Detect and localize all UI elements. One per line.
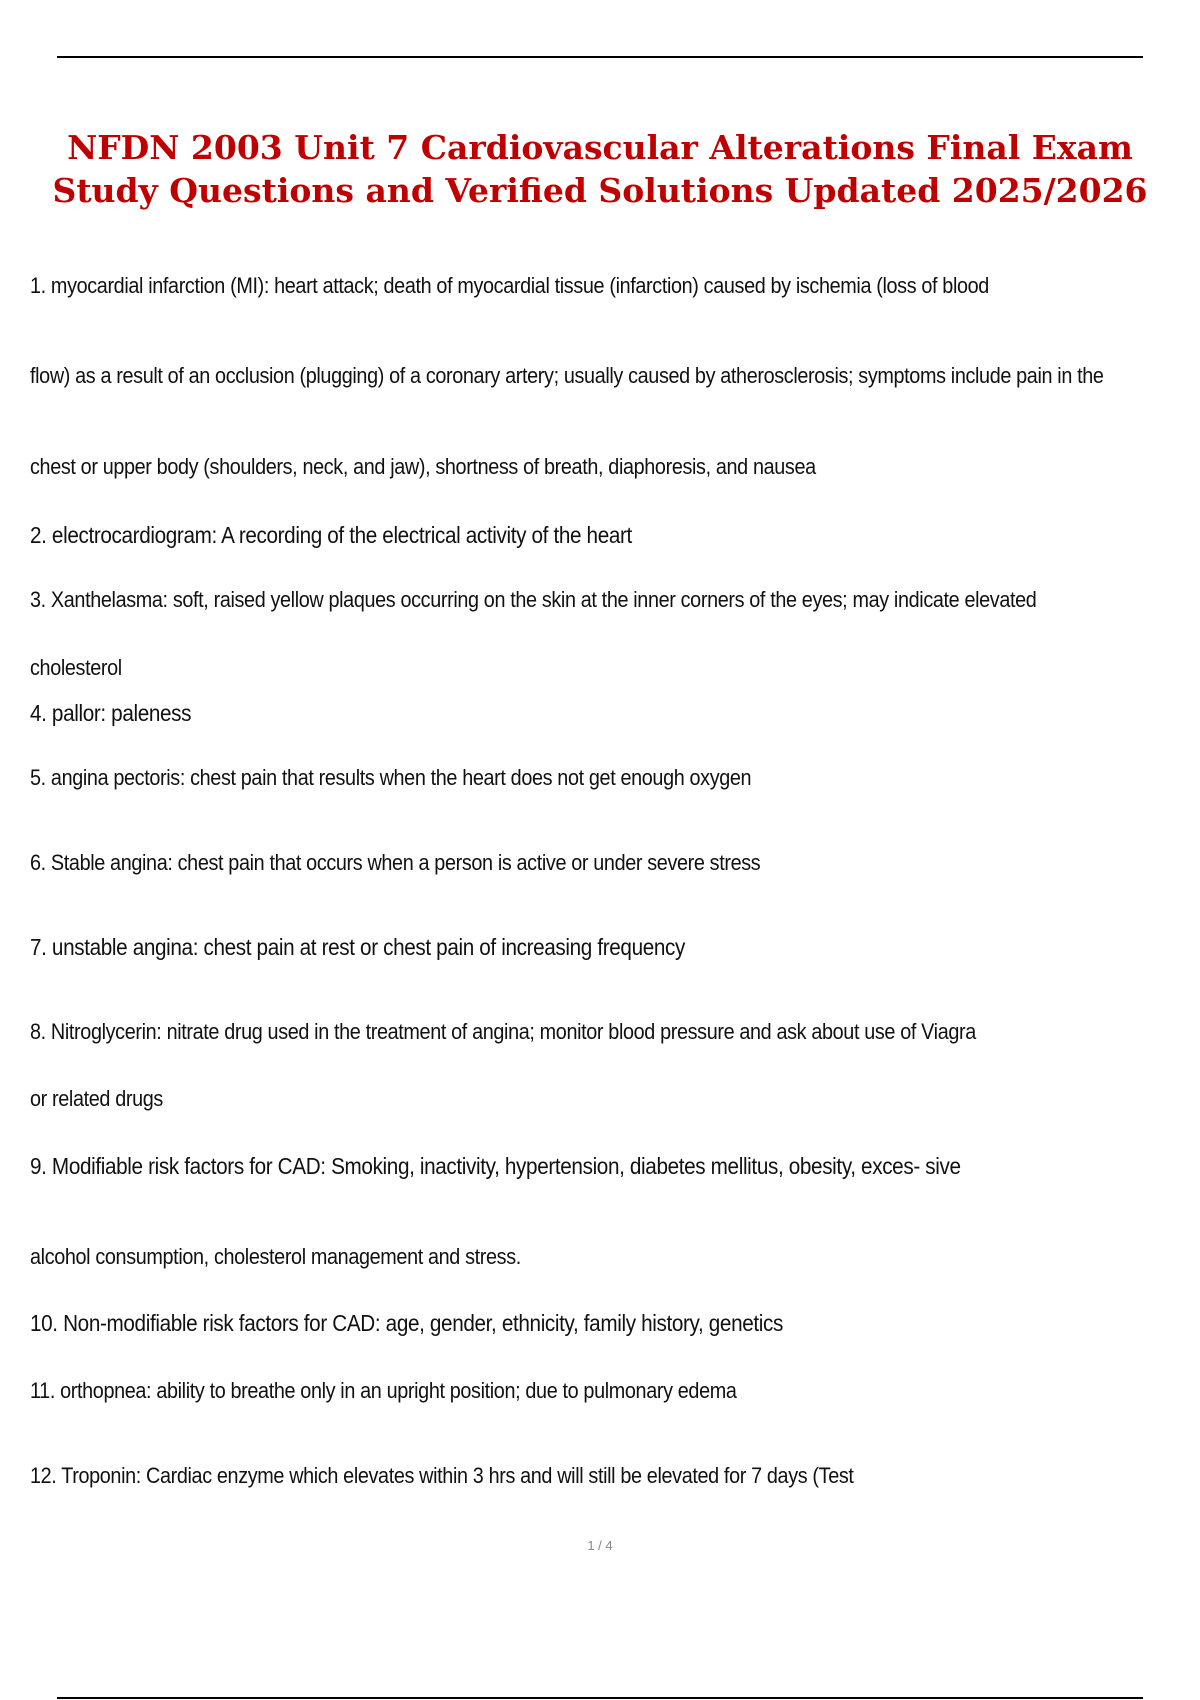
entry-6-line-1: 6. Stable angina: chest pain that occurs when a person is active or under severe stress <box>30 850 761 875</box>
entry-9-line-1: 9. Modifiable risk factors for CAD: Smoking, inactivity, hypertension, diabetes mellitus, obesity, exces- sive <box>30 1153 961 1179</box>
document-title: NFDN 2003 Unit 7 Cardiovascular Alterations Final Exam Study Questions and Verified Solutions Updated 2025/2026 <box>52 128 1148 210</box>
entry-10-line-1: 10. Non-modifiable risk factors for CAD: age, gender, ethnicity, family history, genetics <box>30 1310 783 1336</box>
entry-8-line-1: 8. Nitroglycerin: nitrate drug used in the treatment of angina; monitor blood pressure and ask about use of Viagra <box>30 1019 976 1044</box>
entry-2-line-1: 2. electrocardiogram: A recording of the electrical activity of the heart <box>30 522 632 548</box>
entry-3-line-2: cholesterol <box>30 655 122 680</box>
entry-1-line-3: chest or upper body (shoulders, neck, and jaw), shortness of breath, diaphoresis, and nausea <box>30 454 816 479</box>
entry-1-line-2: flow) as a result of an occlusion (plugging) of a coronary artery; usually caused by atherosclerosis; symptoms include pain in the <box>30 363 1104 388</box>
entry-5-line-1: 5. angina pectoris: chest pain that results when the heart does not get enough oxygen <box>30 765 752 790</box>
entry-1-line-1: 1. myocardial infarction (MI): heart attack; death of myocardial tissue (infarction) caused by ischemia (loss of blood <box>30 273 989 298</box>
bottom-rule <box>57 1697 1143 1699</box>
entry-4-line-1: 4. pallor: paleness <box>30 700 192 726</box>
entry-11-line-1: 11. orthopnea: ability to breathe only in an upright position; due to pulmonary edema <box>30 1378 737 1403</box>
entry-12-line-1: 12. Troponin: Cardiac enzyme which elevates within 3 hrs and will still be elevated for 7 days (Test <box>30 1463 854 1488</box>
page-number: 1 / 4 <box>587 1538 613 1553</box>
entry-8-line-2: or related drugs <box>30 1086 163 1111</box>
entry-3-line-1: 3. Xanthelasma: soft, raised yellow plaques occurring on the skin at the inner corners of the eyes; may indicate elevated <box>30 587 1037 612</box>
entry-9-line-2: alcohol consumption, cholesterol management and stress. <box>30 1244 521 1269</box>
top-rule <box>57 56 1143 58</box>
entry-7-line-1: 7. unstable angina: chest pain at rest or chest pain of increasing frequency <box>30 934 686 960</box>
